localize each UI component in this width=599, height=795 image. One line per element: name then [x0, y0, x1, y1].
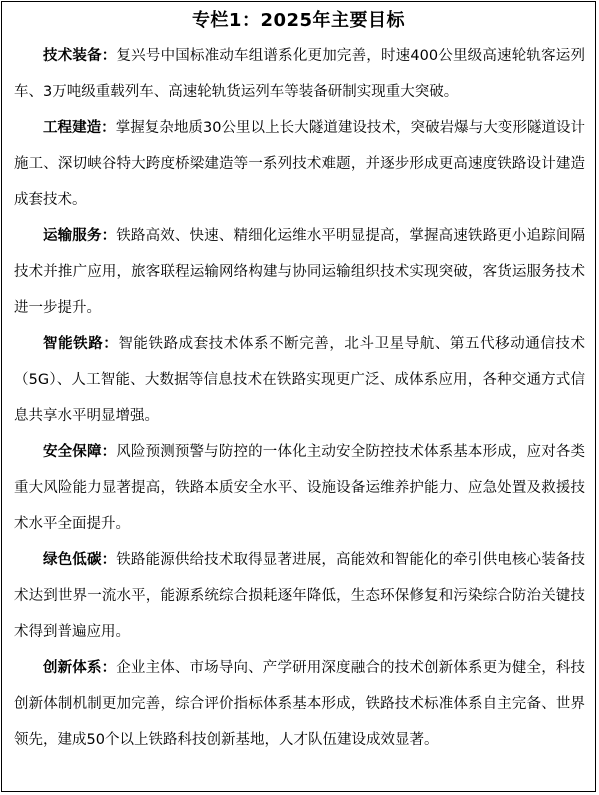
- section-label: 工程建造：: [43, 120, 116, 136]
- section-engineering: [14, 110, 585, 218]
- section-label: 技术装备：: [43, 48, 117, 64]
- section-label: 安全保障：: [43, 444, 117, 460]
- section-tech-equipment: [14, 38, 585, 110]
- section-text: 智能铁路成套技术体系不断完善，北斗卫星导航、第五代移动通信技术（5G）、人工智能、大数据等信息技术在铁路实现更广泛、成体系应用，各种交通方式信息共享水平明显增强。: [14, 336, 585, 424]
- section-text: 铁路高效、快速、精细化运维水平明显提高，掌握高速铁路更小追踪间隔技术并推广应用，旅客联程运输网络构建与协同运输组织技术实现突破，客货运服务技术进一步提升。: [14, 228, 585, 316]
- section-text: 铁路能源供给技术取得显著进展，高能效和智能化的牵引供电核心装备技术达到世界一流水平，能源系统综合损耗逐年降低，生态环保修复和污染综合防治关键技术得到普遍应用。: [14, 552, 585, 640]
- section-label: 智能铁路：: [43, 336, 119, 352]
- column-box: [1, 1, 596, 792]
- section-label: 绿色低碳：: [43, 552, 117, 568]
- section-smart-railway: [14, 326, 585, 434]
- section-label: 创新体系：: [43, 660, 117, 676]
- section-label: 运输服务：: [43, 228, 117, 244]
- section-green: [14, 542, 585, 650]
- section-innovation: [14, 650, 585, 758]
- section-text: 复兴号中国标准动车组谱系化更加完善，时速400公里级高速轮轨客运列车、3万吨级重载列车、高速轮轨货运列车等装备研制实现重大突破。: [14, 48, 585, 100]
- section-transport-service: [14, 218, 585, 326]
- section-text: 企业主体、市场导向、产学研用深度融合的技术创新体系更为健全，科技创新体制机制更加完善，综合评价指标体系基本形成，铁路技术标准体系自主完备、世界领先，建成50个以上铁路科技创新基地，人才队伍建设成效显著。: [14, 660, 585, 748]
- section-safety: [14, 434, 585, 542]
- box-content: [14, 38, 585, 758]
- box-title: 专栏1：2025年主要目标: [191, 10, 406, 31]
- section-text: 风险预测预警与防控的一体化主动安全防控技术体系基本形成，应对各类重大风险能力显著提高，铁路本质安全水平、设施设备运维养护能力、应急处置及救援技术水平全面提升。: [14, 444, 585, 532]
- section-text: 掌握复杂地质30公里以上长大隧道建设技术，突破岩爆与大变形隧道设计施工、深切峡谷特大跨度桥梁建造等一系列技术难题，并逐步形成更高速度铁路设计建造成套技术。: [14, 120, 585, 208]
